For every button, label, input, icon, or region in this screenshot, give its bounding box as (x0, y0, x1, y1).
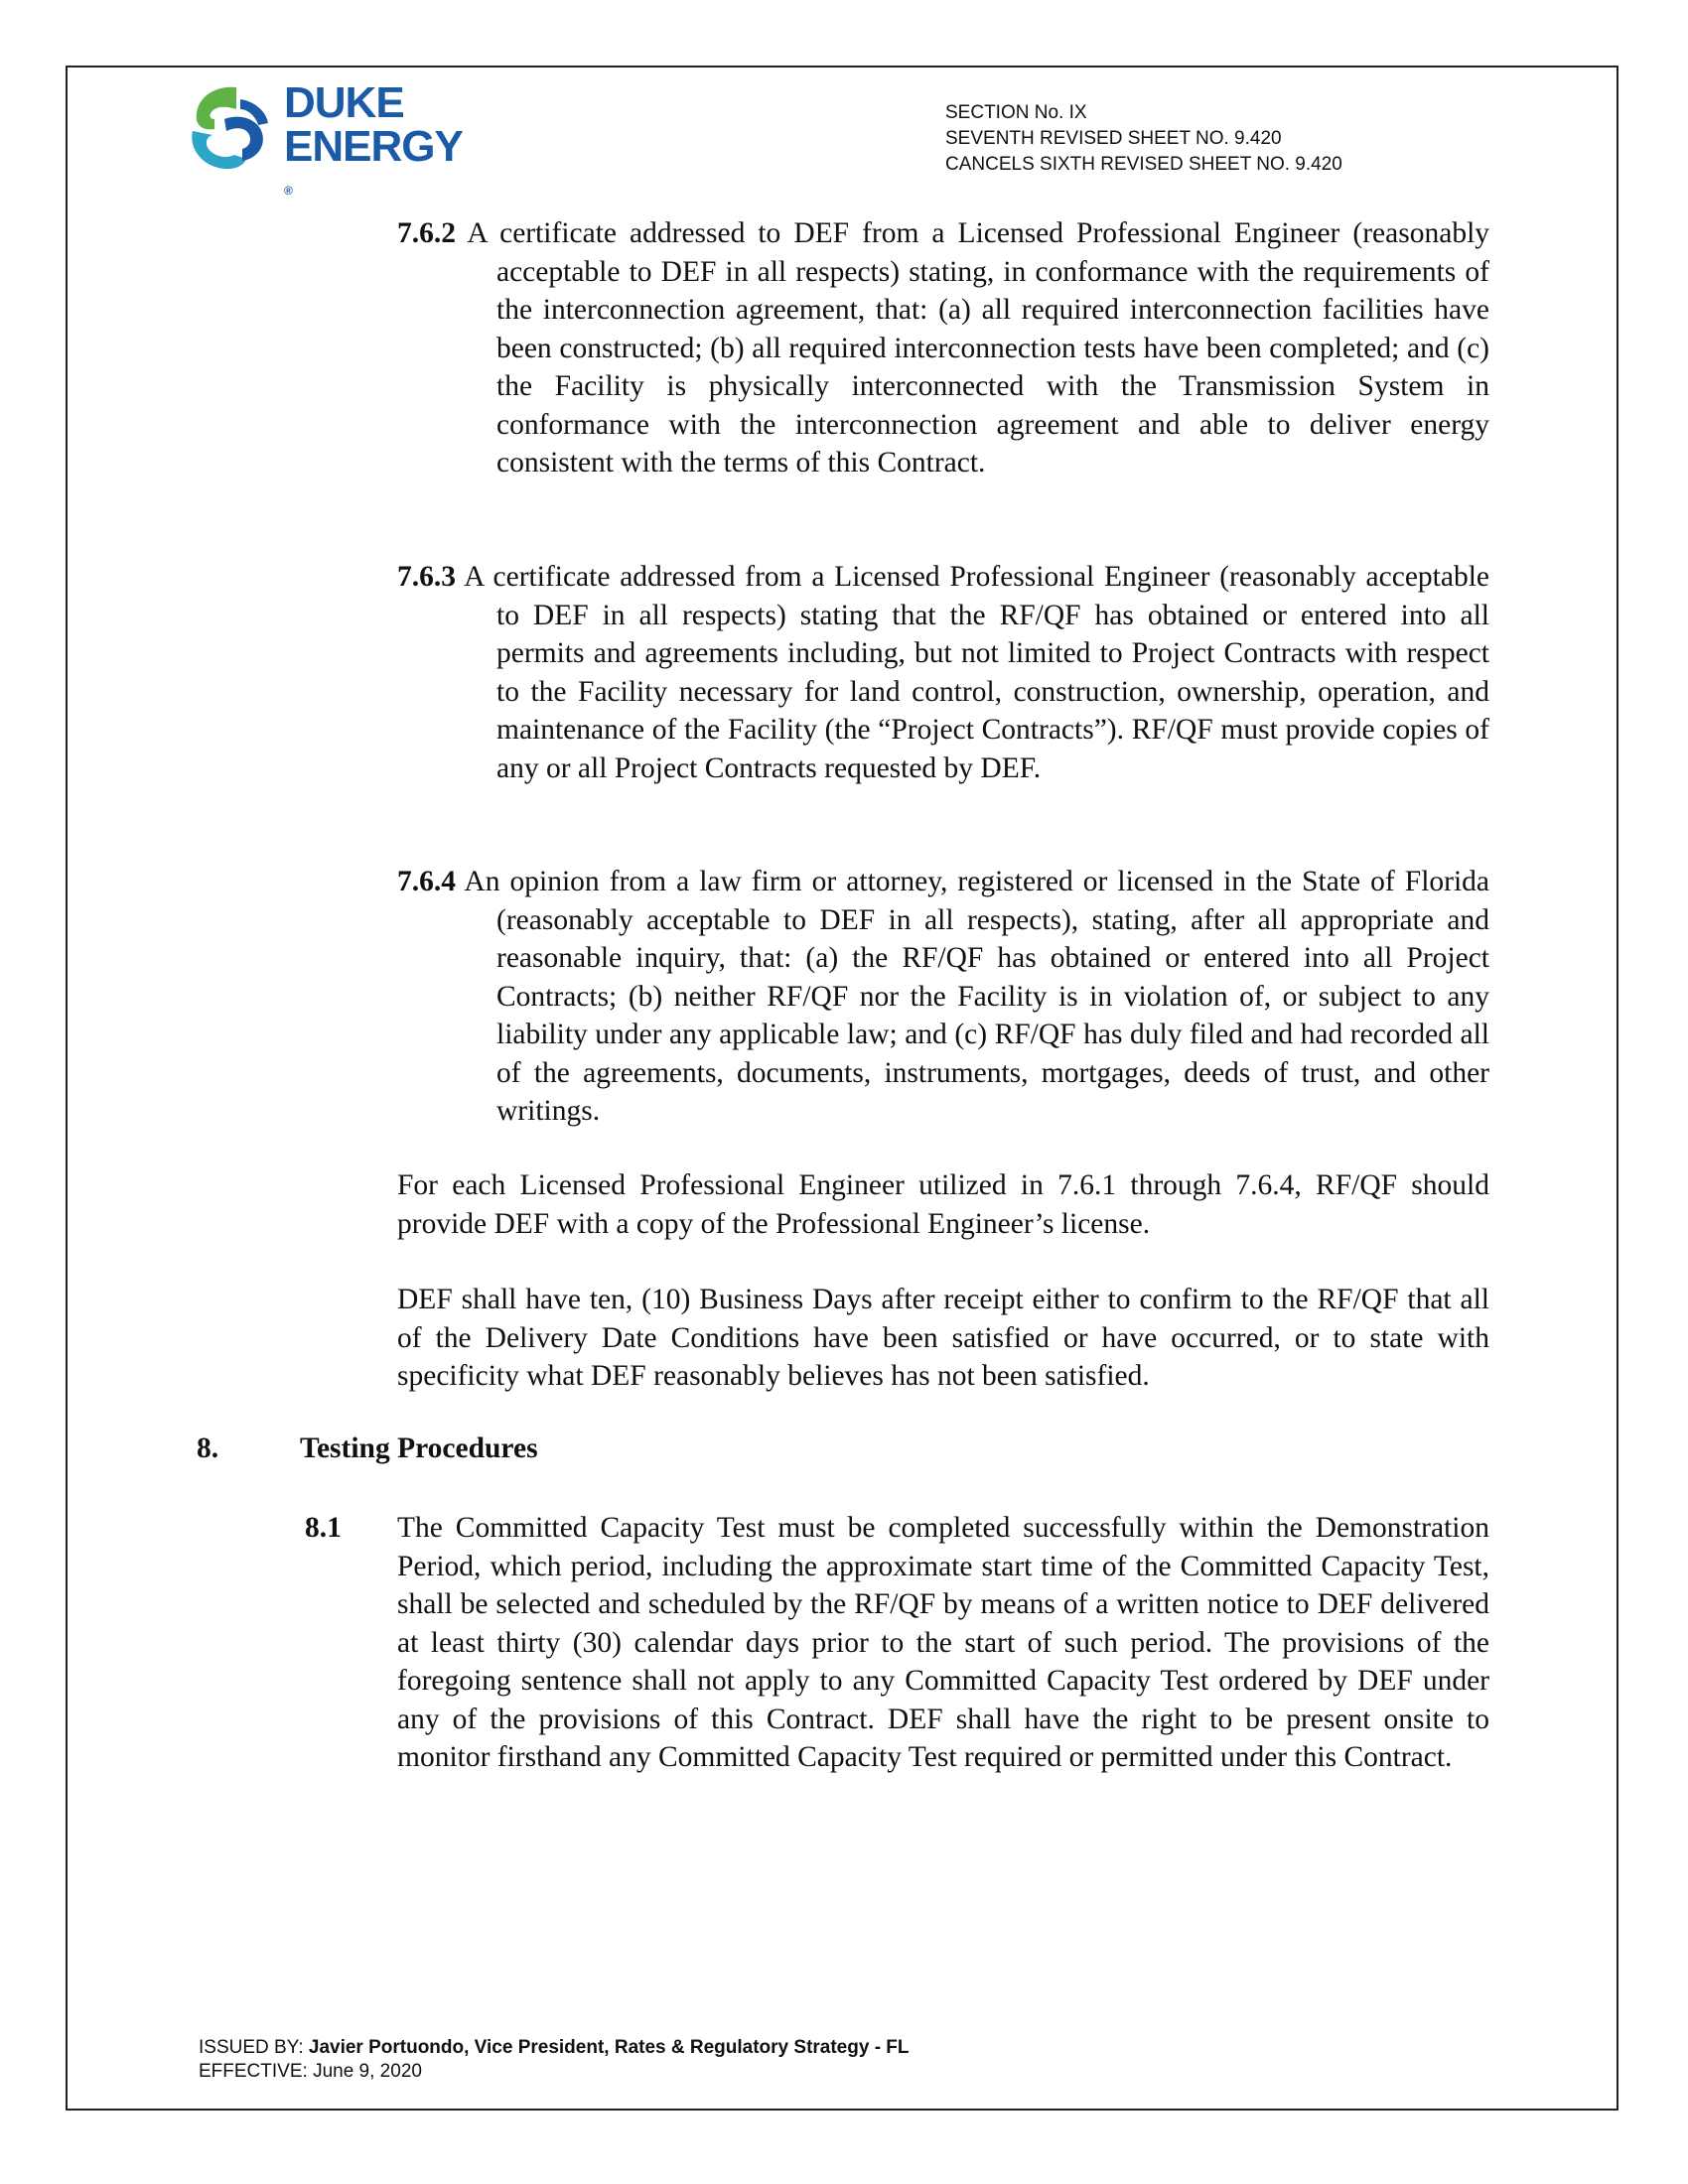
effective-label: EFFECTIVE: (199, 2061, 314, 2082)
section-heading (197, 1433, 538, 1465)
cancels-sheet: CANCELS SIXTH REVISED SHEET NO. 9.420 (945, 154, 1342, 175)
registered-mark: ® (284, 184, 293, 198)
clause-7-6-2 (397, 214, 1489, 482)
logo-text-energy-word: ENERGY (284, 122, 463, 171)
duke-energy-logo-mark-icon (185, 79, 280, 175)
clause-text: An opinion from a law firm or attorney, registered or licensed in the State of Florida (reasonably acceptable to DEF in all respects), stating, after all appropriate and reasonable inquiry, that: (a) the RF/QF has obtained or entered into all Project Contracts; (b) neither RF/QF nor the Facility is in violation of, or subject to any liability under any applicable law; and (c) RF/QF has duly filed and had recorded all of the agreements, documents, instruments, mortgages, deeds of trust, and other writings. (464, 866, 1489, 1127)
section-title: Testing Procedures (300, 1433, 538, 1464)
clause-number: 7.6.3 (397, 561, 456, 593)
clause-7-6-3 (397, 558, 1489, 787)
clause-number: 7.6.4 (397, 866, 456, 897)
subsection-text: The Committed Capacity Test must be completed successfully within the Demonstration Period, which period, including the approximate start time of the Committed Capacity Test, shall be selected and scheduled by the RF/QF by means of a written notice to DEF delivered at least thirty (30) calendar days prior to the start of such period. The provisions of the foregoing sentence shall not apply to any Committed Capacity Test ordered by DEF under any of the provisions of this Contract. DEF shall have the right to be present onsite to monitor firsthand any Committed Capacity Test required or permitted under this Contract. (397, 1512, 1489, 1773)
paragraph-text: For each Licensed Professional Engineer utilized in 7.6.1 through 7.6.4, RF/QF should provide DEF with a copy of the Professional Engineer’s license. (397, 1169, 1489, 1240)
issued-by-line (199, 2036, 910, 2060)
issued-by-label: ISSUED BY: (199, 2037, 309, 2058)
sheet-number: SEVENTH REVISED SHEET NO. 9.420 (945, 128, 1282, 149)
section-number: SECTION No. IX (945, 102, 1087, 123)
effective-date: June 9, 2020 (313, 2061, 422, 2082)
footer (199, 2036, 910, 2084)
effective-line (199, 2060, 910, 2084)
header-meta (945, 100, 1342, 178)
section-number-8: 8. (197, 1433, 219, 1464)
clause-text: A certificate addressed to DEF from a Licensed Professional Engineer (reasonably acceptable to DEF in all respects) stating, in conformance with the requirements of the interconnection agreement, that: (a) all required interconnection facilities have been constructed; (b) all required interconnection tests have been completed; and (c) the Facility is physically interconnected with the Transmission System in conformance with the interconnection agreement and able to deliver energy consistent with the terms of this Contract. (467, 217, 1490, 478)
paragraph-confirmation (397, 1281, 1489, 1396)
clause-7-6-4 (397, 863, 1489, 1131)
logo-text-duke: DUKE (284, 78, 404, 127)
clause-text: A certificate addressed from a Licensed Professional Engineer (reasonably acceptable to DEF in all respects) stating that the RF/QF has obtained or entered into all permits and agreements including, but not limited to Project Contracts with respect to the Facility necessary for land control, construction, ownership, operation, and maintenance of the Facility (the “Project Contracts”). RF/QF must provide copies of any or all Project Contracts requested by DEF. (464, 561, 1489, 784)
subsection-number: 8.1 (305, 1512, 342, 1544)
subsection-8-1 (397, 1509, 1489, 1777)
issued-by-name: Javier Portuondo, Vice President, Rates & Regulatory Strategy - FL (308, 2037, 910, 2058)
duke-energy-logo (185, 78, 483, 198)
paragraph-engineer-license (397, 1166, 1489, 1243)
clause-number: 7.6.2 (397, 217, 456, 249)
paragraph-text: DEF shall have ten, (10) Business Days after receipt either to confirm to the RF/QF that all of the Delivery Date Conditions have been satisfied or have occurred, or to state with specificity what DEF reasonably believes has not been satisfied. (397, 1284, 1489, 1392)
logo-text-energy (284, 122, 463, 212)
